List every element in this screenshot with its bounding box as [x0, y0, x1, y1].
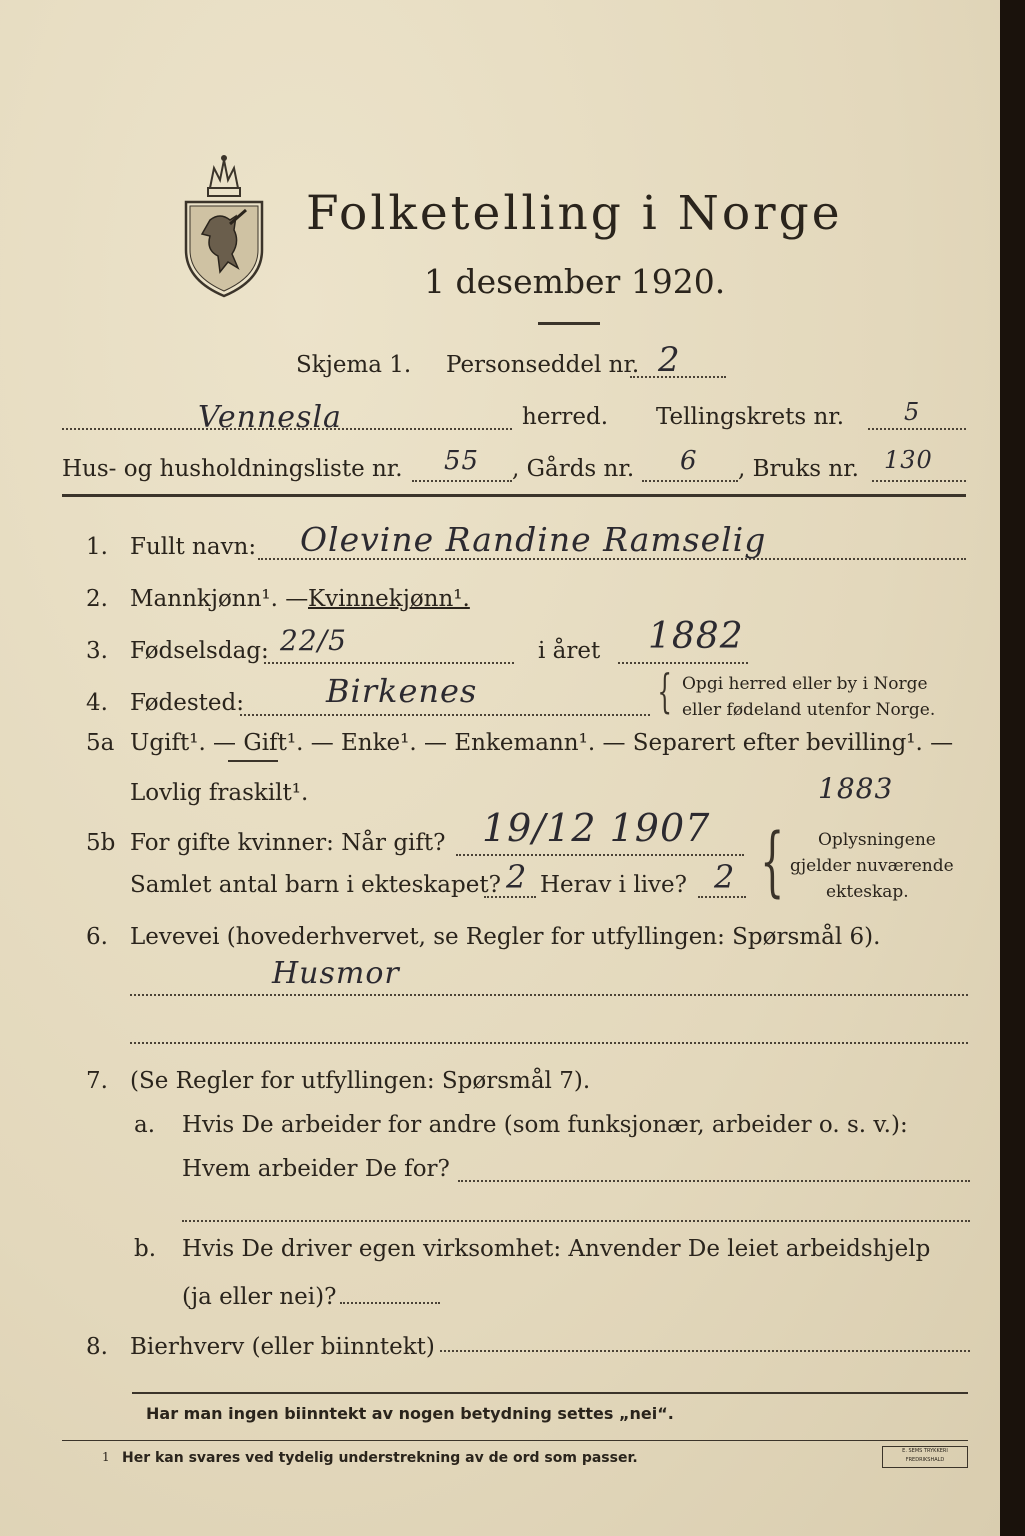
- q5b-label: For gifte kvinner: Når gift?: [130, 830, 446, 856]
- skjema-label: Skjema 1.: [296, 352, 412, 378]
- q7-label: (Se Regler for utfyllingen: Spørsmål 7).: [130, 1068, 591, 1094]
- q6-value: Husmor: [272, 956, 400, 991]
- q7a-sub-label: Hvem arbeider De for?: [182, 1156, 450, 1182]
- bruks-value: 130: [884, 446, 933, 474]
- q7b-label: Hvis De driver egen virksomhet: Anvender De leiet arbeidshjelp: [182, 1236, 931, 1262]
- q5b-number: 5b: [86, 830, 116, 856]
- header-divider: [62, 494, 966, 497]
- form-title: Folketelling i Norge: [306, 186, 843, 241]
- printer-stamp: [882, 1446, 968, 1468]
- q2-label-male: Mannkjønn¹. —: [130, 586, 309, 612]
- q5b-children-value: 2: [506, 858, 528, 896]
- title-divider: [538, 322, 600, 325]
- q6-number: 6.: [86, 924, 108, 950]
- q4-value: Birkenes: [326, 672, 478, 710]
- bruks-line: [872, 480, 966, 482]
- q3-value: 22/5: [280, 624, 347, 657]
- gards-line: [642, 480, 738, 482]
- q7b-line: [340, 1302, 440, 1304]
- q4-note-line2: eller fødeland utenfor Norge.: [682, 700, 936, 720]
- footer-note: Har man ingen biinntekt av nogen betydning settes „nei“.: [146, 1404, 674, 1423]
- footnote-text: Her kan svares ved tydelig understrekning av de ord som passer.: [122, 1450, 638, 1466]
- q7b-sub-label: (ja eller nei)?: [182, 1284, 337, 1310]
- q5a-options-line2: Lovlig fraskilt¹.: [130, 780, 309, 806]
- q3-year-line: [618, 662, 748, 664]
- printer-stamp-text: E. SEMS TRYKKERI FREDRIKSHALD: [902, 1448, 948, 1463]
- q6-line: [130, 994, 968, 996]
- q8-line: [440, 1350, 970, 1352]
- q7a-line: [458, 1180, 970, 1182]
- q1-value: Olevine Randine Ramselig: [300, 520, 767, 559]
- form-date: 1 desember 1920.: [424, 262, 726, 301]
- q3-line: [264, 662, 514, 664]
- q7b-letter: b.: [134, 1236, 157, 1262]
- q5b-children-line: [484, 896, 536, 898]
- q5b-note-line1: Oplysningene: [818, 830, 936, 850]
- q5a-number: 5a: [86, 730, 115, 756]
- q5b-brace: {: [760, 816, 785, 905]
- q5b-alive-line: [698, 896, 746, 898]
- q5b-alive-value: 2: [714, 858, 736, 896]
- q7a-letter: a.: [134, 1112, 156, 1138]
- q2-label-female: Kvinnekjønn¹.: [308, 586, 470, 612]
- tellingskrets-value: 5: [904, 398, 921, 426]
- tellingskrets-label: Tellingskrets nr.: [656, 404, 845, 430]
- q4-number: 4.: [86, 690, 108, 716]
- footnote-divider: [62, 1440, 968, 1441]
- norway-coat-of-arms-icon: [180, 150, 268, 300]
- q6-line2: [130, 1042, 968, 1044]
- bruks-label: , Bruks nr.: [738, 456, 859, 482]
- q4-note-line1: Opgi herred eller by i Norge: [682, 674, 928, 694]
- herred-value: Vennesla: [198, 400, 342, 435]
- q5b-alive-label: Herav i live?: [540, 872, 687, 898]
- q4-label: Fødested:: [130, 690, 245, 716]
- tellingskrets-line: [868, 428, 966, 430]
- q3-label: Fødselsdag:: [130, 638, 269, 664]
- q7-number: 7.: [86, 1068, 108, 1094]
- husliste-line: [412, 480, 512, 482]
- personseddel-value: 2: [658, 340, 681, 380]
- personseddel-label: Personseddel nr.: [446, 352, 640, 378]
- q4-brace: {: [657, 664, 672, 718]
- herred-label: herred.: [522, 404, 609, 430]
- husliste-label: Hus- og husholdningsliste nr.: [62, 456, 403, 482]
- q5b-note-line2: gjelder nuværende: [790, 856, 954, 876]
- q8-label: Bierhverv (eller biinntekt): [130, 1334, 435, 1360]
- q1-number: 1.: [86, 534, 108, 560]
- q5a-options: Ugift¹. — Gift¹. — Enke¹. — Enkemann¹. — Separert efter bevilling¹. —: [130, 730, 954, 756]
- q5b-line: [456, 854, 744, 856]
- gards-value: 6: [680, 446, 698, 476]
- q5b-value: 19/12 1907: [482, 806, 711, 850]
- q3-year-label: i året: [538, 638, 601, 664]
- q3-number: 3.: [86, 638, 108, 664]
- gards-label: , Gårds nr.: [512, 456, 635, 482]
- q7a-line2: [182, 1220, 970, 1222]
- q8-number: 8.: [86, 1334, 108, 1360]
- q2-number: 2.: [86, 586, 108, 612]
- husliste-value: 55: [444, 446, 480, 476]
- q3-year-value: 1882: [648, 616, 744, 657]
- q5b-annotation: 1883: [818, 772, 894, 805]
- q7a-label: Hvis De arbeider for andre (som funksjonær, arbeider o. s. v.):: [182, 1112, 908, 1138]
- q6-label: Levevei (hovederhvervet, se Regler for utfyllingen: Spørsmål 6).: [130, 924, 881, 950]
- q5b-children-label: Samlet antal barn i ekteskapet?: [130, 872, 501, 898]
- footer-divider: [132, 1392, 968, 1394]
- q4-line: [240, 714, 650, 716]
- q1-label: Fullt navn:: [130, 534, 257, 560]
- footnote-mark: 1: [102, 1450, 110, 1464]
- q5a-gift-underline: [228, 760, 278, 762]
- q5b-note-line3: ekteskap.: [826, 882, 909, 902]
